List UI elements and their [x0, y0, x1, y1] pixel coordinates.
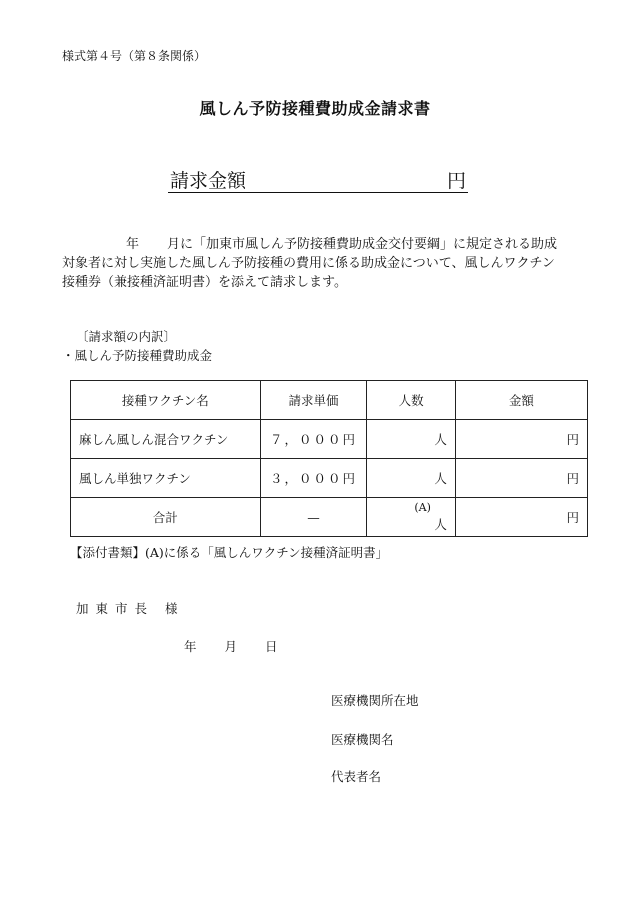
fee-table: [70, 380, 588, 537]
unit-price-cell: ３，０００円: [260, 459, 367, 498]
total-amount-cell[interactable]: 円: [455, 498, 587, 537]
amount-input-cell[interactable]: 円: [455, 420, 587, 459]
table-total-row: [71, 498, 588, 537]
total-count-mark: (A): [414, 501, 431, 514]
date-day-label: 日: [265, 639, 278, 654]
table-header-row: [71, 381, 588, 420]
vaccine-name-cell: 麻しん風しん混合ワクチン: [71, 420, 261, 459]
breakdown-heading: 〔請求額の内訳〕: [76, 329, 177, 344]
attachments-note: 【添付書類】(A)に係る「風しんワクチン接種済証明書」: [70, 545, 389, 560]
date-field[interactable]: [184, 637, 278, 655]
clinic-name-label: 医療機関名: [331, 732, 394, 747]
amount-input-cell[interactable]: 円: [455, 459, 587, 498]
vaccine-name-cell: 風しん単独ワクチン: [71, 459, 261, 498]
addressee: 加東市長 様: [76, 601, 185, 616]
claim-amount-field[interactable]: [168, 166, 468, 193]
table-row: [71, 459, 588, 498]
statement-year-label: 年: [126, 237, 140, 252]
clinic-representative-label: 代表者名: [331, 769, 382, 784]
header-vaccine-name: 接種ワクチン名: [71, 381, 261, 420]
total-count-cell[interactable]: [367, 498, 455, 537]
date-month-label: 月: [224, 639, 238, 654]
header-count: 人数: [367, 381, 455, 420]
unit-price-cell: ７，０００円: [260, 420, 367, 459]
header-amount: 金額: [455, 381, 587, 420]
table-row: [71, 420, 588, 459]
header-unit-price: 請求単価: [260, 381, 367, 420]
clinic-address-label: 医療機関所在地: [331, 693, 419, 708]
total-label-cell: 合計: [71, 498, 261, 537]
total-price-cell: —: [260, 498, 367, 537]
breakdown-item: ・風しん予防接種費助成金: [62, 348, 213, 363]
date-year-label: 年: [184, 639, 197, 654]
form-number: 様式第４号（第８条関係）: [62, 49, 207, 63]
statement-line-1: 月に「加東市風しん予防接種費助成金交付要綱」に規定される助成: [167, 237, 558, 252]
count-input-cell[interactable]: 人: [367, 459, 455, 498]
document-title: 風しん予防接種費助成金請求書: [199, 99, 431, 118]
statement-line-3: 接種券（兼接種済証明書）を添えて請求します。: [62, 275, 347, 290]
statement-line-2: 対象者に対し実施した風しん予防接種の費用に係る助成金について、風しんワクチン: [62, 256, 555, 271]
claim-amount-label: 請求金額: [170, 170, 247, 192]
count-input-cell[interactable]: 人: [367, 420, 455, 459]
request-statement: [62, 235, 572, 292]
claim-amount-unit: 円: [446, 170, 466, 192]
total-count-unit: 人: [434, 517, 447, 532]
